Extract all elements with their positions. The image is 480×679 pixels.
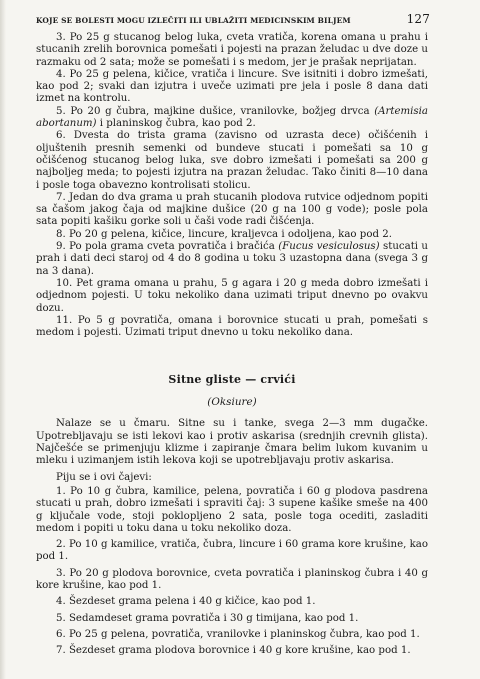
section-heading: Sitne gliste — crvići <box>168 373 296 387</box>
running-title: KOJE SE BOLESTI MOGU IZLEČITI ILI UBLAŽITI MEDICINSKIM BILJEM <box>36 16 351 25</box>
recipe-item-5-text-b: i planinskog čubra, kao pod 2. <box>96 118 256 130</box>
recipe-item-9 <box>36 241 428 278</box>
tea-item-1: 1. Po 10 g čubra, kamilice, pelena, povratiča i 60 g plodova pasdrena stucati u prah, dobro izmešati i spraviti čaj: 3 supene kašike smeše na 400 g ključale vode, stoji poklopljeno 2 sata, posle toga ocediti, zasladiti medom i popiti u toku dana u toku nekoliko doza. <box>36 485 428 534</box>
recipe-item-10: 10. Pet grama omana u prahu, 5 g agara i 20 g meda dobro izmešati i odjednom pojesti. U toku nekoliko dana uzimati triput dnevno po ovakvu dozu. <box>36 277 428 314</box>
tea-item-5: 5. Sedamdeset grama povratiča i 30 g timijana, kao pod 1. <box>56 612 359 624</box>
recipe-item-3: 3. Po 25 g stucanog belog luka, cveta vratiča, korena omana u prahu i stucanih zrelih borovnica pomešati i pojesti na prazan želudac u dve doze u razmaku od 2 sata; može se pomešati i s medom, jer je prašak neprijatan. <box>36 32 428 68</box>
recipe-item-8: 8. Po 20 g pelena, kičice, lincure, kraljevca i odoljena, kao pod 2. <box>56 228 392 240</box>
recipe-item-9-text-b: stucati u prah i dati deci staroj od 4 do 8 godina u toku 3 uzastopna dana (svega 3 g na 3 dana). <box>36 241 428 277</box>
recipe-item-11: 11. Po 5 g povratiča, omana i borovnice stucati u prah, pomešati s medom i pojesti. Uzimati triput dnevno u toku nekoliko dana. <box>36 314 428 339</box>
tea-lead: Piju se i ovi čajevi: <box>56 471 152 483</box>
recipe-item-5 <box>36 106 428 131</box>
running-header <box>36 12 428 32</box>
latin-name: (Artemisia abortanum) <box>36 105 428 130</box>
latin-name: (Fucus vesiculosus) <box>278 241 380 253</box>
page-number: 127 <box>406 12 430 26</box>
recipe-item-5-text-a: 5. Po 20 g čubra, majkine dušice, vranilovke, božjeg drvca <box>56 105 375 117</box>
tea-item-7: 7. Šezdeset grama plodova borovnice i 40 g kore krušine, kao pod 1. <box>56 645 411 657</box>
tea-item-3: 3. Po 20 g plodova borovnice, cveta povratiča i planinskog čubra i 40 g kore krušine, kao pod 1. <box>36 567 428 591</box>
page-content <box>36 12 428 657</box>
recipe-item-6: 6. Dvesta do trista grama (zavisno od uzrasta dece) očišćenih i oljuštenih presnih semenki od bundeve stucati i pomešati sa 10 g očišćenog stucanog belog luka, sve dobro izmešati i pomešati sa 200 g najboljeg meda; to pojesti izjutra na prazan želudac. Tako činiti 8—10 dana i posle toga obavezno kontrolisati stolicu. <box>36 130 428 191</box>
tea-item-4: 4. Šezdeset grama pelena i 40 g kičice, kao pod 1. <box>56 596 316 608</box>
recipe-item-7: 7. Jedan do dva grama u prah stucanih plodova rutvice odjednom popiti sa čašom jakog čaja od majkine dušice (20 g na 100 g vode); posle pola sata popiti kašiku gorke soli u čaši vode radi čišćenja. <box>36 191 428 228</box>
section-intro: Nalaze se u čmaru. Sitne su i tanke, svega 2—3 mm dugačke. Upotrebljavaju se isti lekovi kao i protiv askarisa (srednjih crevnih glista). Najčešće se primenjuju klizme i zapiranje čmara belim lukom kuvanim u mleku i uzimanjem istih lekova koji se upotrebljavaju protiv askarisa. <box>36 418 428 467</box>
section-subtitle: (Oksiure) <box>207 396 257 409</box>
recipe-item-9-text-a: 9. Po pola grama cveta povratiča i bračića <box>56 241 279 253</box>
tea-item-6: 6. Po 25 g pelena, povratiča, vranilovke i planinskog čubra, kao pod 1. <box>56 628 420 640</box>
tea-item-2: 2. Po 10 g kamilice, vratiča, čubra, lincure i 60 grama kore krušine, kao pod 1. <box>36 539 428 563</box>
page-spine-shadow <box>0 0 6 679</box>
recipe-item-4: 4. Po 25 g pelena, kičice, vratiča i lincure. Sve isitniti i dobro izmešati, kao pod 2; svaki dan izjutra i uveče uzimati pre jela i posle 8 dana dati izmet na kontrolu. <box>36 68 428 105</box>
